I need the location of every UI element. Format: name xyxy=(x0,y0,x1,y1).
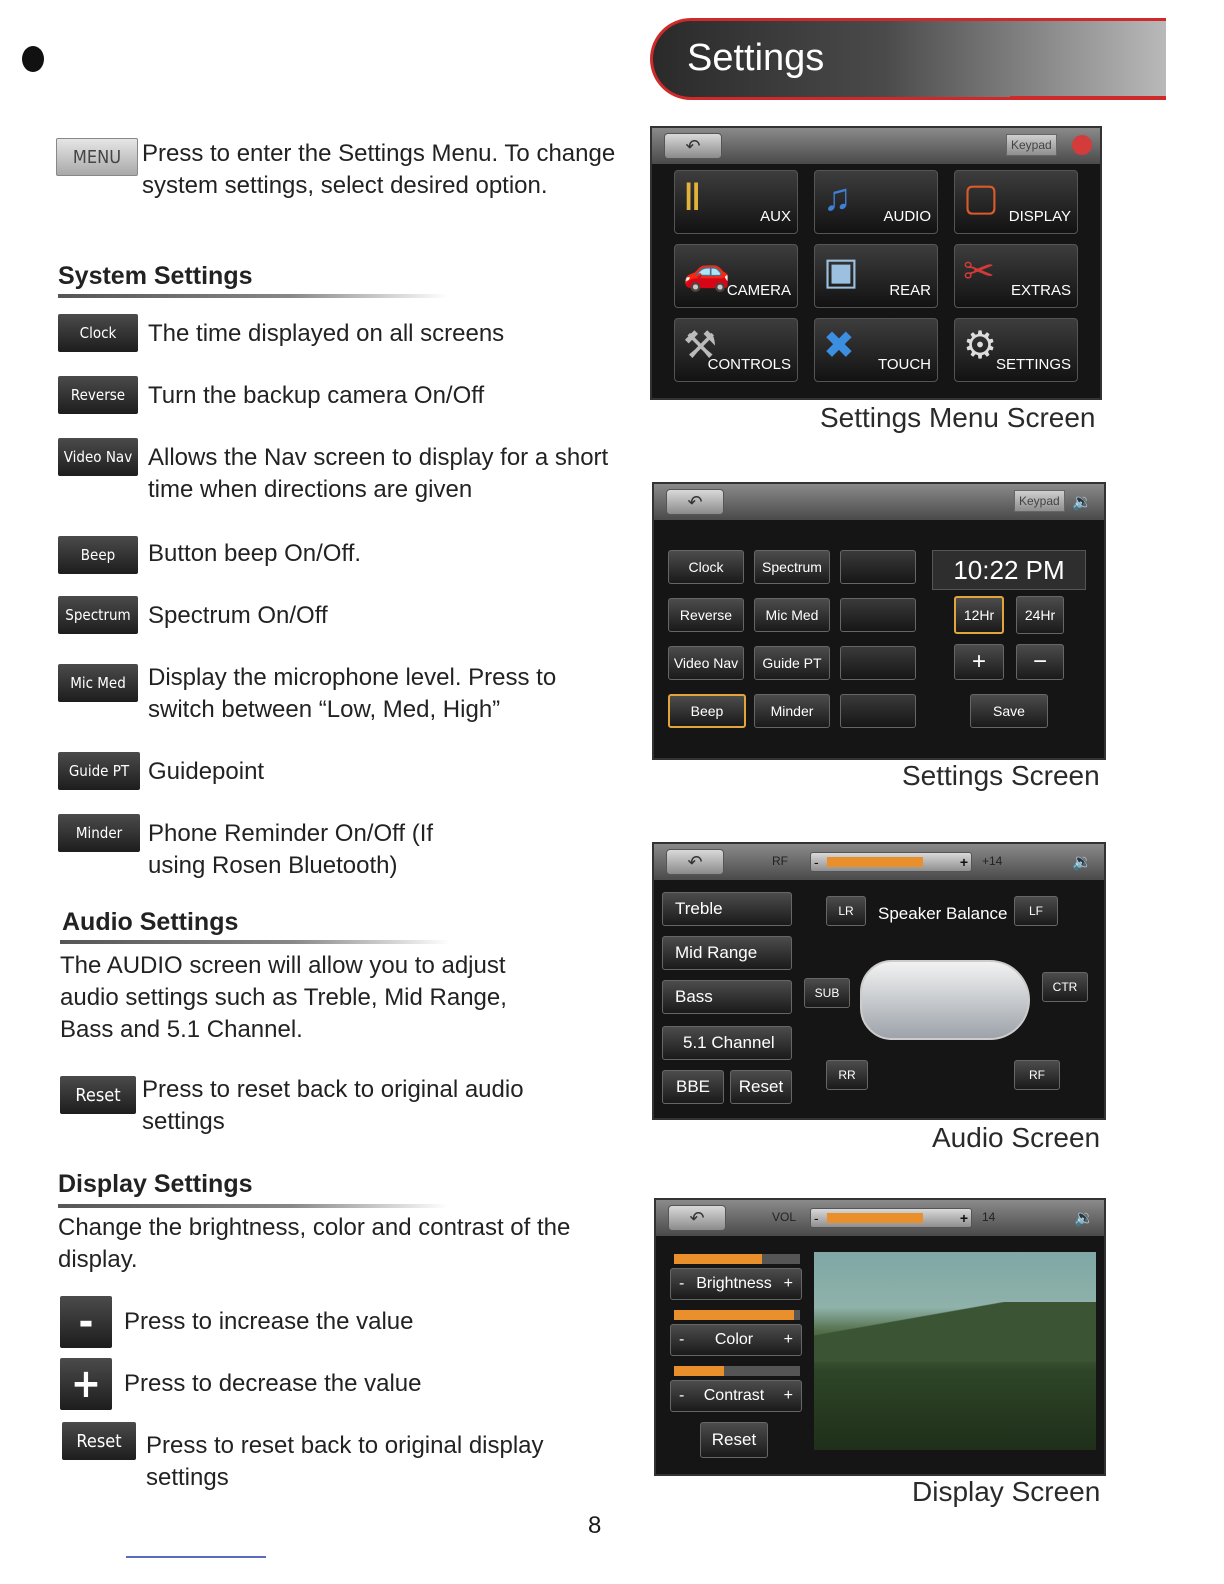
settings-guide-pt-button[interactable]: Guide PT xyxy=(754,646,830,680)
extras-icon: ✂ xyxy=(963,251,995,293)
speaker-sub-button[interactable]: SUB xyxy=(804,978,850,1008)
settings-empty-button[interactable] xyxy=(840,598,916,632)
beep-key: Beep xyxy=(58,536,138,574)
format-24hr-button[interactable]: 24Hr xyxy=(1016,596,1064,634)
camera-icon: 🚗 xyxy=(683,251,731,293)
audio-caption: Audio Screen xyxy=(932,1122,1101,1153)
tile-aux[interactable]: Ⅱ AUX xyxy=(674,170,798,234)
display-slider-value: 14 xyxy=(982,1210,996,1224)
system-heading-rule xyxy=(58,294,448,298)
settings-spectrum-button[interactable]: Spectrum xyxy=(754,550,830,584)
keypad-button[interactable]: Keypad xyxy=(1006,134,1057,156)
display-caption: Display Screen xyxy=(912,1476,1101,1507)
plus-key: + xyxy=(60,1358,112,1410)
banner-rule xyxy=(1010,96,1166,99)
brightness-label: Brightness xyxy=(696,1275,772,1292)
brightness-control[interactable] xyxy=(670,1268,802,1300)
speaker-rf-button[interactable]: RF xyxy=(1014,1060,1060,1090)
slider-minus-icon[interactable]: - xyxy=(814,854,819,870)
display-heading: Display Settings xyxy=(58,1170,253,1198)
contrast-label: Contrast xyxy=(703,1387,765,1404)
settings-caption: Settings Screen xyxy=(902,760,1100,791)
speaker-icon[interactable]: 🔉 xyxy=(1074,1210,1094,1227)
display-desc: Change the brightness, color and contrast of the display. xyxy=(58,1214,571,1273)
minus-key: - xyxy=(60,1296,112,1348)
audio-slider-fill xyxy=(827,857,923,867)
mic-med-key: Mic Med xyxy=(58,664,138,702)
color-level-fill xyxy=(674,1310,794,1320)
display-slider-label: VOL xyxy=(772,1210,797,1224)
settings-beep-button[interactable]: Beep xyxy=(668,694,746,728)
keypad-button[interactable]: Keypad xyxy=(1014,490,1065,512)
color-control[interactable] xyxy=(670,1324,802,1356)
speaker-icon[interactable]: 🔉 xyxy=(1072,854,1092,871)
display-screen xyxy=(654,1198,1106,1476)
spectrum-key: Spectrum xyxy=(58,596,138,634)
slider-plus-icon[interactable]: + xyxy=(959,854,968,870)
bullet-dot xyxy=(22,46,44,72)
minder-desc: Phone Reminder On/Off (If using Rosen Bluetooth) xyxy=(148,820,434,879)
speaker-balance-title: Speaker Balance xyxy=(878,904,1008,923)
minder-key: Minder xyxy=(58,814,140,852)
tile-rear[interactable]: ▣ REAR xyxy=(814,244,938,308)
audio-desc: The AUDIO screen will allow you to adjust audio settings such as Treble, Mid Range, Bass and 5.1 Channel. xyxy=(60,952,507,1043)
contrast-minus[interactable]: - xyxy=(679,1387,685,1404)
video-nav-desc: Allows the Nav screen to display for a short time when directions are given xyxy=(148,444,609,503)
guide-pt-desc: Guidepoint xyxy=(148,758,265,785)
speaker-ctr-button[interactable]: CTR xyxy=(1042,972,1088,1002)
spectrum-desc: Spectrum On/Off xyxy=(148,602,328,629)
bass-button[interactable]: Bass xyxy=(662,980,792,1014)
settings-empty-button[interactable] xyxy=(840,694,916,728)
slider-minus-icon[interactable]: - xyxy=(814,1210,819,1226)
video-preview-image xyxy=(814,1252,1096,1450)
reverse-key: Reverse xyxy=(58,376,138,414)
menu-topbar xyxy=(652,128,1100,164)
display-reset-button[interactable]: Reset xyxy=(700,1422,768,1458)
settings-clock-button[interactable]: Clock xyxy=(668,550,744,584)
tile-settings[interactable]: ⚙ SETTINGS xyxy=(954,318,1078,382)
clock-desc: The time displayed on all screens xyxy=(148,320,505,347)
tile-extras[interactable]: ✂ EXTRAS xyxy=(954,244,1078,308)
back-arrow-icon[interactable]: ↶ xyxy=(668,1205,726,1231)
audio-reset-button[interactable]: Reset xyxy=(730,1070,792,1104)
channel-51-button[interactable]: 5.1 Channel xyxy=(662,1026,792,1060)
settings-menu-screen xyxy=(650,126,1102,400)
aux-icon: Ⅱ xyxy=(683,177,702,219)
audio-icon: ♫ xyxy=(823,177,852,219)
page-number: 8 xyxy=(588,1512,602,1539)
hillside-shape xyxy=(814,1302,1096,1362)
speaker-icon[interactable]: 🔉 xyxy=(1072,494,1092,511)
settings-topbar xyxy=(654,484,1104,520)
minus-desc: Press to increase the value xyxy=(124,1308,414,1335)
tile-controls[interactable]: ⚒ CONTROLS xyxy=(674,318,798,382)
display-topbar xyxy=(656,1200,1104,1236)
audio-screen xyxy=(652,842,1106,1120)
back-arrow-icon[interactable]: ↶ xyxy=(664,133,722,159)
time-minus-button[interactable]: − xyxy=(1016,644,1064,680)
back-arrow-icon[interactable]: ↶ xyxy=(666,849,724,875)
audio-heading-rule xyxy=(60,940,450,944)
power-icon[interactable] xyxy=(1072,135,1092,155)
speaker-rr-button[interactable]: RR xyxy=(826,1060,868,1090)
contrast-plus[interactable]: + xyxy=(783,1387,793,1404)
section-title: Settings xyxy=(687,37,825,79)
audio-heading: Audio Settings xyxy=(62,908,239,936)
display-reset-desc: Press to reset back to original display settings xyxy=(146,1432,544,1491)
brightness-level-fill xyxy=(674,1254,762,1264)
speaker-lr-button[interactable]: LR xyxy=(826,896,866,926)
color-label: Color xyxy=(714,1331,754,1348)
color-plus[interactable]: + xyxy=(783,1331,793,1348)
menu-key: MENU xyxy=(56,138,138,176)
contrast-level-bar xyxy=(674,1366,800,1376)
guide-pt-key: Guide PT xyxy=(58,752,140,790)
slider-plus-icon[interactable]: + xyxy=(959,1210,968,1226)
mid-range-button[interactable]: Mid Range xyxy=(662,936,792,970)
audio-reset-key: Reset xyxy=(60,1076,136,1114)
display-icon: ▢ xyxy=(963,177,999,219)
color-level-bar xyxy=(674,1310,800,1320)
brightness-plus[interactable]: + xyxy=(783,1275,793,1292)
rear-icon: ▣ xyxy=(823,251,859,293)
settings-video-nav-button[interactable]: Video Nav xyxy=(668,646,744,680)
tile-display[interactable]: ▢ DISPLAY xyxy=(954,170,1078,234)
wrench-icon: ⚒ xyxy=(683,325,718,367)
plus-desc: Press to decrease the value xyxy=(124,1370,422,1397)
audio-level-slider[interactable] xyxy=(810,852,972,872)
settings-minder-button[interactable]: Minder xyxy=(754,694,830,728)
video-nav-key: Video Nav xyxy=(58,438,138,476)
gear-icon: ⚙ xyxy=(963,325,998,367)
brightness-level-bar xyxy=(674,1254,800,1264)
settings-screen xyxy=(652,482,1106,760)
mic-med-desc: Display the microphone level. Press to switch between “Low, Med, High” xyxy=(148,664,557,723)
car-top-view-icon xyxy=(860,960,1030,1040)
settings-reverse-button[interactable]: Reverse xyxy=(668,598,744,632)
section-banner xyxy=(650,18,1166,100)
audio-reset-desc: Press to reset back to original audio settings xyxy=(142,1076,524,1135)
color-minus[interactable]: - xyxy=(679,1331,685,1348)
settings-empty-button[interactable] xyxy=(840,646,916,680)
volume-slider[interactable] xyxy=(810,1208,972,1228)
tile-audio[interactable]: ♫ AUDIO xyxy=(814,170,938,234)
volume-slider-fill xyxy=(827,1213,923,1223)
settings-menu-caption: Settings Menu Screen xyxy=(820,402,1096,433)
contrast-level-fill xyxy=(674,1366,724,1376)
tile-touch[interactable]: ✖ TOUCH xyxy=(814,318,938,382)
clock-display: 10:22 PM xyxy=(932,550,1086,590)
settings-empty-button[interactable] xyxy=(840,550,916,584)
brightness-minus[interactable]: - xyxy=(679,1275,685,1292)
settings-mic-med-button[interactable]: Mic Med xyxy=(754,598,830,632)
beep-desc: Button beep On/Off. xyxy=(148,540,362,567)
display-reset-key: Reset xyxy=(62,1422,136,1460)
intro-text: Press to enter the Settings Menu. To change system settings, select desired option. xyxy=(142,140,616,199)
treble-button[interactable]: Treble xyxy=(662,892,792,926)
audio-slider-value: +14 xyxy=(982,854,1003,868)
speaker-lf-button[interactable]: LF xyxy=(1014,896,1058,926)
contrast-control[interactable] xyxy=(670,1380,802,1412)
system-heading: System Settings xyxy=(58,262,253,290)
bbe-button[interactable]: BBE xyxy=(662,1070,724,1104)
format-12hr-button[interactable]: 12Hr xyxy=(954,596,1004,634)
reverse-desc: Turn the backup camera On/Off xyxy=(148,382,485,409)
display-heading-rule xyxy=(58,1204,448,1208)
tile-camera[interactable]: 🚗 CAMERA xyxy=(674,244,798,308)
settings-save-button[interactable]: Save xyxy=(970,694,1048,728)
clock-key: Clock xyxy=(58,314,138,352)
audio-topbar xyxy=(654,844,1104,880)
audio-slider-label: RF xyxy=(772,854,788,868)
footer-line xyxy=(126,1556,266,1558)
back-arrow-icon[interactable]: ↶ xyxy=(666,489,724,515)
time-plus-button[interactable]: + xyxy=(954,644,1004,680)
touch-icon: ✖ xyxy=(823,325,855,367)
